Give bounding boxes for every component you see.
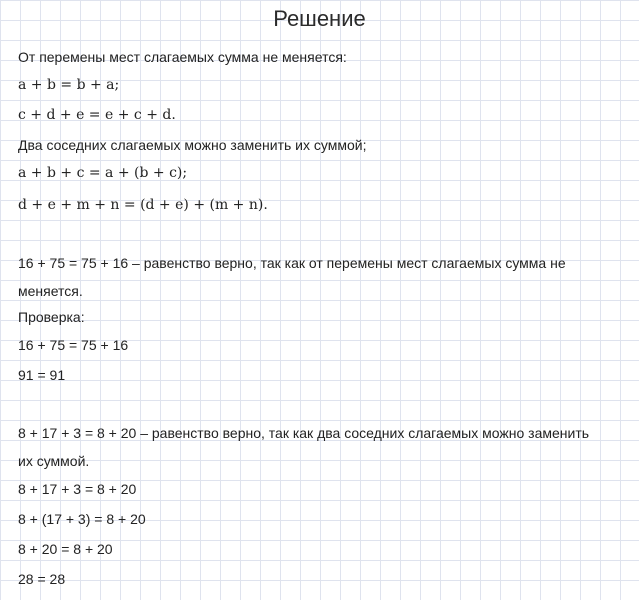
example1-statement-line1: 16 + 75 = 75 + 16 – равенство верно, так как от перемены мест слагаемых сумма не <box>18 255 566 271</box>
example1-step2: 91 = 91 <box>18 367 66 383</box>
example2-step1: 8 + 17 + 3 = 8 + 20 <box>18 481 137 497</box>
formula-associative-2: d + e + m + n = (d + e) + (m + n). <box>18 197 268 213</box>
example2-step3: 8 + 20 = 8 + 20 <box>18 541 113 557</box>
example1-statement-line2: меняется. <box>18 283 83 299</box>
example1-check-label: Проверка: <box>18 309 85 325</box>
example2-step4: 28 = 28 <box>18 571 66 587</box>
formula-commutative-2: c + d + e = e + c + d. <box>18 107 176 123</box>
formula-associative-1: a + b + c = a + (b + c); <box>18 165 188 181</box>
example1-step1: 16 + 75 = 75 + 16 <box>18 337 129 353</box>
example2-statement-line2: их суммой. <box>18 453 90 469</box>
rule-intro-commutative: От перемены мест слагаемых сумма не меняется: <box>18 49 347 65</box>
rule-intro-associative: Два соседних слагаемых можно заменить их суммой; <box>18 137 367 153</box>
formula-commutative-1: a + b = b + a; <box>18 77 120 93</box>
page-title: Решение <box>273 6 366 31</box>
example2-statement-line1: 8 + 17 + 3 = 8 + 20 – равенство верно, так как два соседних слагаемых можно заменить <box>18 425 590 441</box>
example2-step2: 8 + (17 + 3) = 8 + 20 <box>18 511 146 527</box>
